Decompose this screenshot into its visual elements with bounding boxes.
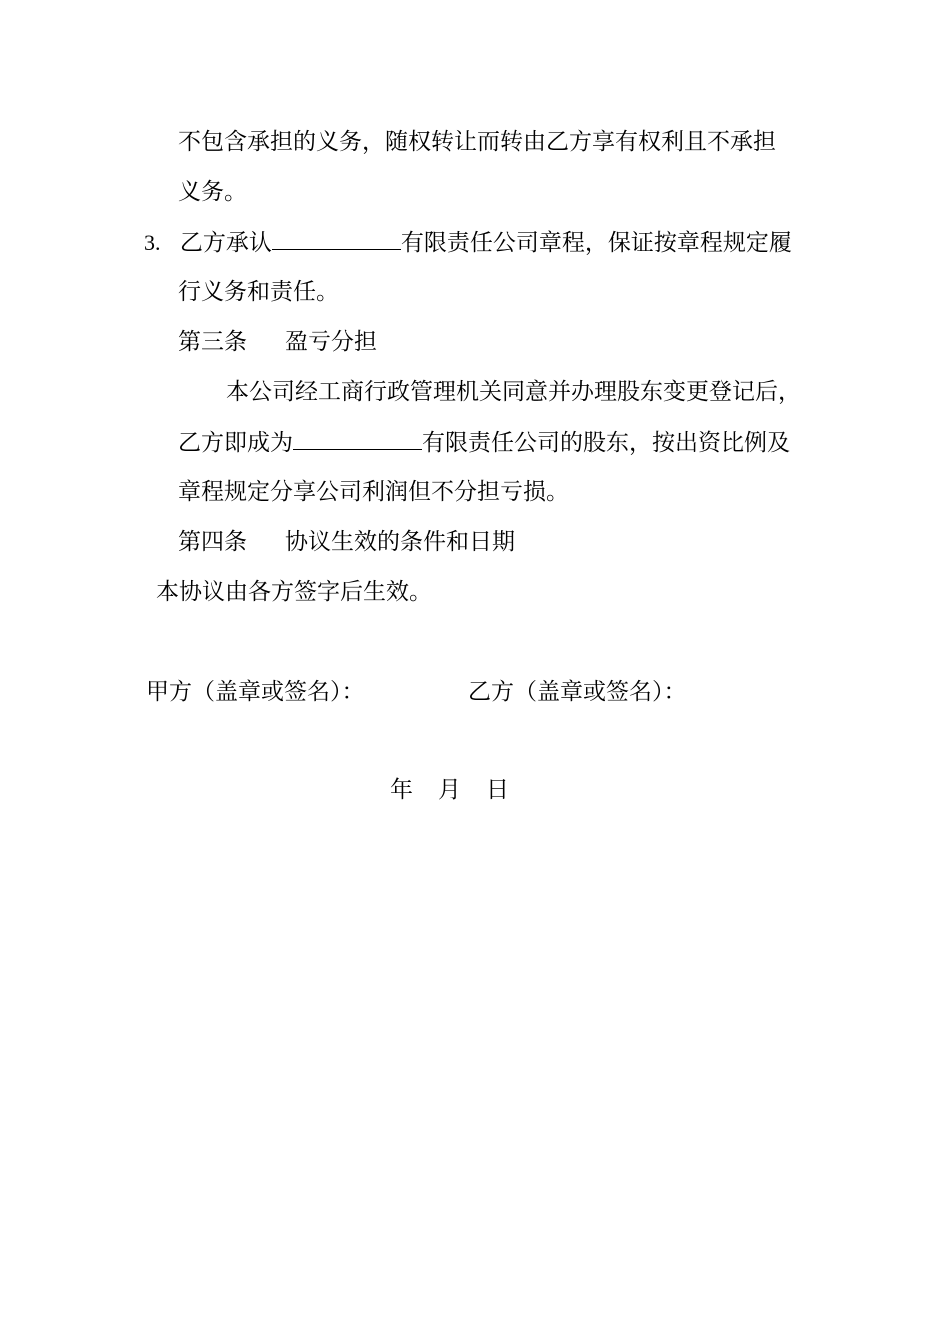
clause3-number: 3. (144, 230, 161, 255)
clause3-line1 (144, 227, 792, 258)
article3-number: 第三条 (178, 329, 247, 355)
article3-line2-before: 乙方即成为 (178, 430, 293, 456)
date-month: 月 (438, 777, 461, 803)
signing-date (390, 775, 509, 805)
date-year: 年 (390, 777, 413, 803)
article3-title: 盈亏分担 (285, 329, 377, 355)
article4-title: 协议生效的条件和日期 (285, 529, 515, 555)
clause2-continuation-line1: 不包含承担的义务，随权转让而转由乙方享有权利且不承担 (178, 129, 776, 155)
clause2-continuation-line2: 义务。 (178, 179, 247, 205)
article3-paragraph-line2 (178, 427, 790, 458)
article3-paragraph-line3: 章程规定分享公司利润但不分担亏损。 (178, 479, 569, 505)
article3-heading (178, 327, 377, 357)
clause3-text-after: 有限责任公司章程，保证按章程规定履 (400, 230, 792, 256)
article4-number: 第四条 (178, 529, 247, 555)
article4-heading (178, 527, 515, 557)
article3-paragraph-line1: 本公司经工商行政管理机关同意并办理股东变更登记后， (226, 379, 801, 405)
date-day: 日 (486, 777, 509, 803)
party-a-signature: 甲方（盖章或签名）： (146, 679, 365, 705)
article4-paragraph: 本协议由各方签字后生效。 (156, 579, 432, 605)
company-name-blank-2 (293, 427, 422, 450)
party-b-signature: 乙方（盖章或签名）： (468, 679, 687, 705)
company-name-blank (272, 227, 401, 250)
clause3-line2: 行义务和责任。 (178, 279, 339, 305)
clause3-text-before: 乙方承认 (179, 230, 272, 256)
article3-line2-after: 有限责任公司的股东，按出资比例及 (422, 430, 790, 456)
